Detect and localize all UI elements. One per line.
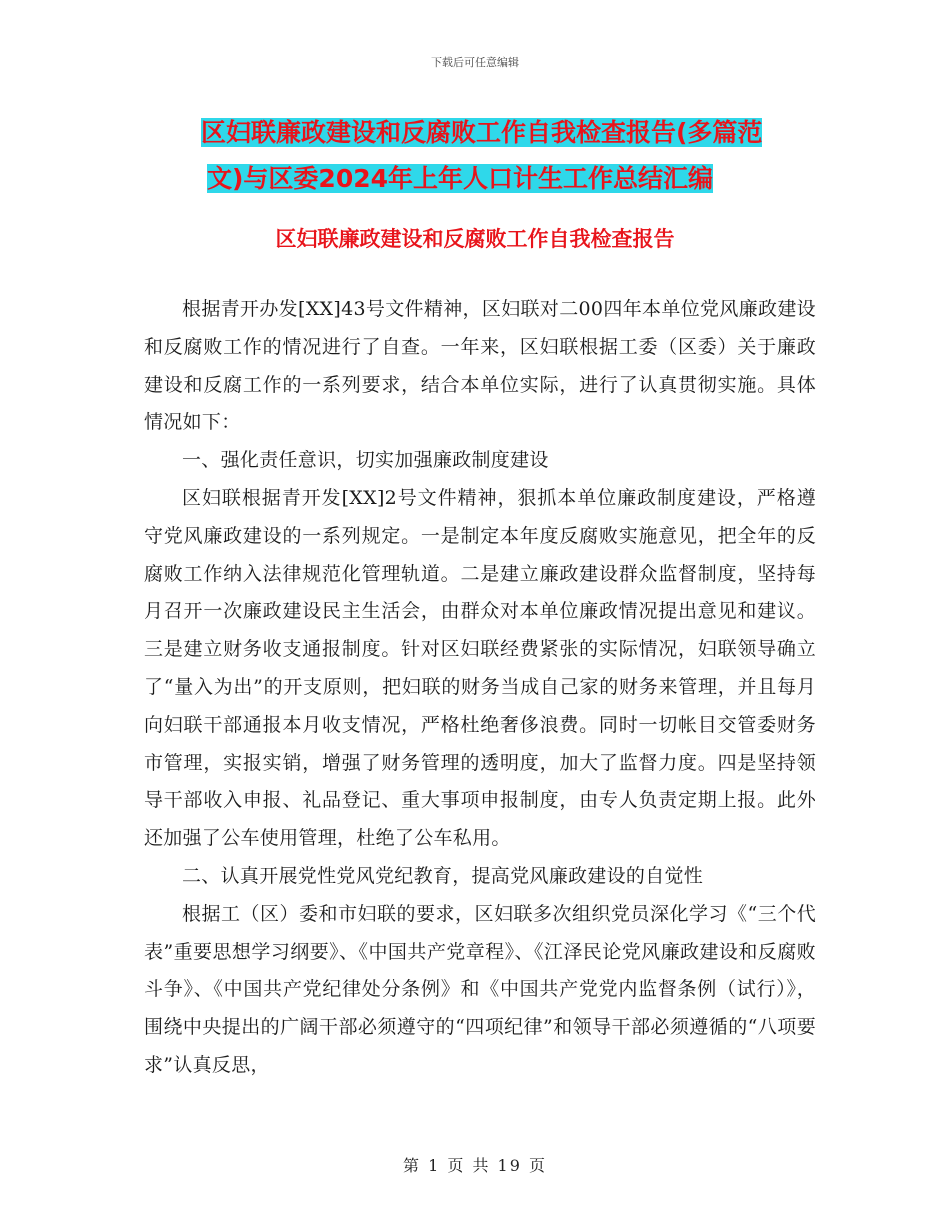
heading-two: 二、认真开展党性党风党纪教育，提高党风廉政建设的自觉性	[182, 864, 704, 887]
title-line-2-text: 文)与区委2024年上年人口计生工作总结汇编	[207, 164, 714, 193]
title-line-1-text: 区妇联廉政建设和反腐败工作自我检查报告(多篇范	[201, 118, 763, 147]
paragraph-two: 根据工（区）委和市妇联的要求，区妇联多次组织党员深化学习《“三个代表”重要思想学习纲要》、《中国共产党章程》、《江泽民论党风廉政建设和反腐败斗争》、《中国共产党纪律处分条例》和《中国共产党党内监督条例（试行）》，围绕中央提出的广阔干部必须遵守的“四项纪律”和领导干部必须遵循的“八项要求”认真反思，	[144, 902, 816, 1076]
section-title: 区妇联廉政建设和反腐败工作自我检查报告	[275, 227, 675, 251]
body-text	[144, 291, 816, 1085]
paragraph-intro: 根据青开办发[XX]43号文件精神，区妇联对二00四年本单位党风廉政建设和反腐败工作的情况进行了自查。一年来，区妇联根据工委（区委）关于廉政建设和反腐工作的一系列要求，结合本单位实际，进行了认真贯彻实施。具体情况如下：	[144, 298, 816, 434]
paragraph-one: 区妇联根据青开发[XX]2号文件精神，狠抓本单位廉政制度建设，严格遵守党风廉政建设的一系列规定。一是制定本年度反腐败实施意见，把全年的反腐败工作纳入法律规范化管理轨道。二是建立廉政建设群众监督制度，坚持每月召开一次廉政建设民主生活会，由群众对本单位廉政情况提出意见和建议。三是建立财务收支通报制度。针对区妇联经费紧张的实际情况，妇联领导确立了“量入为出”的开支原则，把妇联的财务当成自己家的财务来管理，并且每月向妇联干部通报本月收支情况，严格杜绝奢侈浪费。同时一切帐目交管委财务市管理，实报实销，增强了财务管理的透明度，加大了监督力度。四是坚持领导干部收入申报、礼品登记、重大事项申报制度，由专人负责定期上报。此外还加强了公车使用管理，杜绝了公车私用。	[144, 486, 816, 850]
page-footer: 第 1 页 共 19 页	[403, 1156, 547, 1175]
document-title	[145, 110, 825, 202]
document-title-line-1	[145, 110, 825, 156]
document-title-line-2	[145, 156, 825, 202]
heading-one: 一、强化责任意识，切实加强廉政制度建设	[182, 449, 549, 472]
header-note: 下载后可任意编辑	[431, 56, 519, 69]
